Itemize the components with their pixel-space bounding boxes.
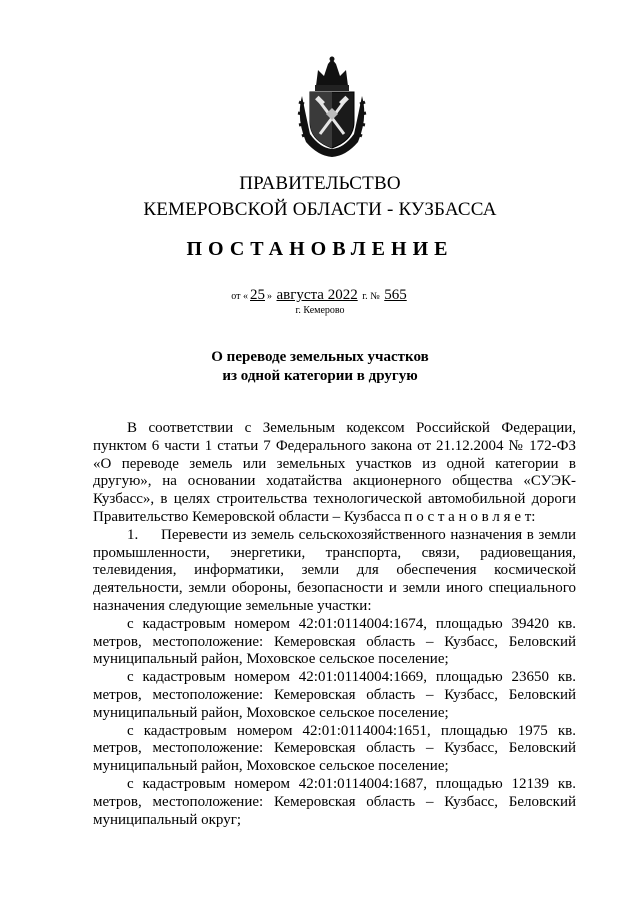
intro-paragraph <box>93 420 576 527</box>
title-line1: О переводе земельных участков <box>211 349 429 365</box>
document-title <box>0 348 640 386</box>
document-body <box>93 420 576 829</box>
date-month-year: августа 2022 <box>276 287 358 303</box>
government-name-line1: ПРАВИТЕЛЬСТВО <box>239 173 401 194</box>
point-number: 1. <box>127 526 139 543</box>
parcel-item: с кадастровым номером 42:01:0114004:1674, площадью 39420 кв. метров, местоположение: Кемеровская область – Кузбасс, Беловский муниципальный район, Моховское сельское поселение; <box>93 615 576 668</box>
government-name-line2: КЕМЕРОВСКОЙ ОБЛАСТИ - КУЗБАССА <box>143 199 497 220</box>
document-city: г. Кемерово <box>295 305 345 316</box>
coat-of-arms-emblem <box>296 56 368 160</box>
document-number: 565 <box>384 287 407 303</box>
document-date-number <box>0 287 640 304</box>
parcel-item: с кадастровым номером 42:01:0114004:1651, площадью 1975 кв. метров, местоположение: Кемеровская область – Кузбасс, Беловский муниципальный район, Моховское сельское поселение; <box>93 722 576 775</box>
title-line2: из одной категории в другую <box>222 368 418 384</box>
date-year-suffix: г. <box>362 291 368 302</box>
parcel-item: с кадастровым номером 42:01:0114004:1687, площадью 12139 кв. метров, местоположение: Кемеровская область – Кузбасс, Беловский муниципальный округ; <box>93 775 576 828</box>
intro-text: В соответствии с Земельным кодексом Российской Федерации, пунктом 6 части 1 статьи 7 Федерального закона от 21.12.2004 № 172-ФЗ «О переводе земель или земельных участков из одной категории в другую», на основании ходатайства акционерного общества «СУЭК-Кузбасс», в целях строительства технологической автомобильной дороги Правительство Кемеровской области – Кузбасса <box>93 420 576 525</box>
date-mid: » <box>267 291 272 302</box>
parcel-item: с кадастровым номером 42:01:0114004:1669, площадью 23650 кв. метров, местоположение: Кемеровская область – Кузбасс, Беловский муниципальный район, Моховское сельское поселение; <box>93 669 576 721</box>
date-prefix: от « <box>231 291 248 302</box>
postanovlyaet-text: п о с т а н о в л я е т: <box>404 508 536 525</box>
document-type-heading: ПОСТАНОВЛЕНИЕ <box>186 238 454 260</box>
date-day: 25 <box>250 287 265 303</box>
number-prefix: № <box>370 291 380 302</box>
point-1-paragraph <box>93 527 576 616</box>
point-text: Перевести из земель сельскохозяйственного назначения в земли промышленности, энергетики, транспорта, связи, радиовещания, телевидения, информатики, земли для обеспечения космической деятельности, земли обороны, безопасности и земли иного специального назначения следующие земельные участки: <box>93 526 576 614</box>
